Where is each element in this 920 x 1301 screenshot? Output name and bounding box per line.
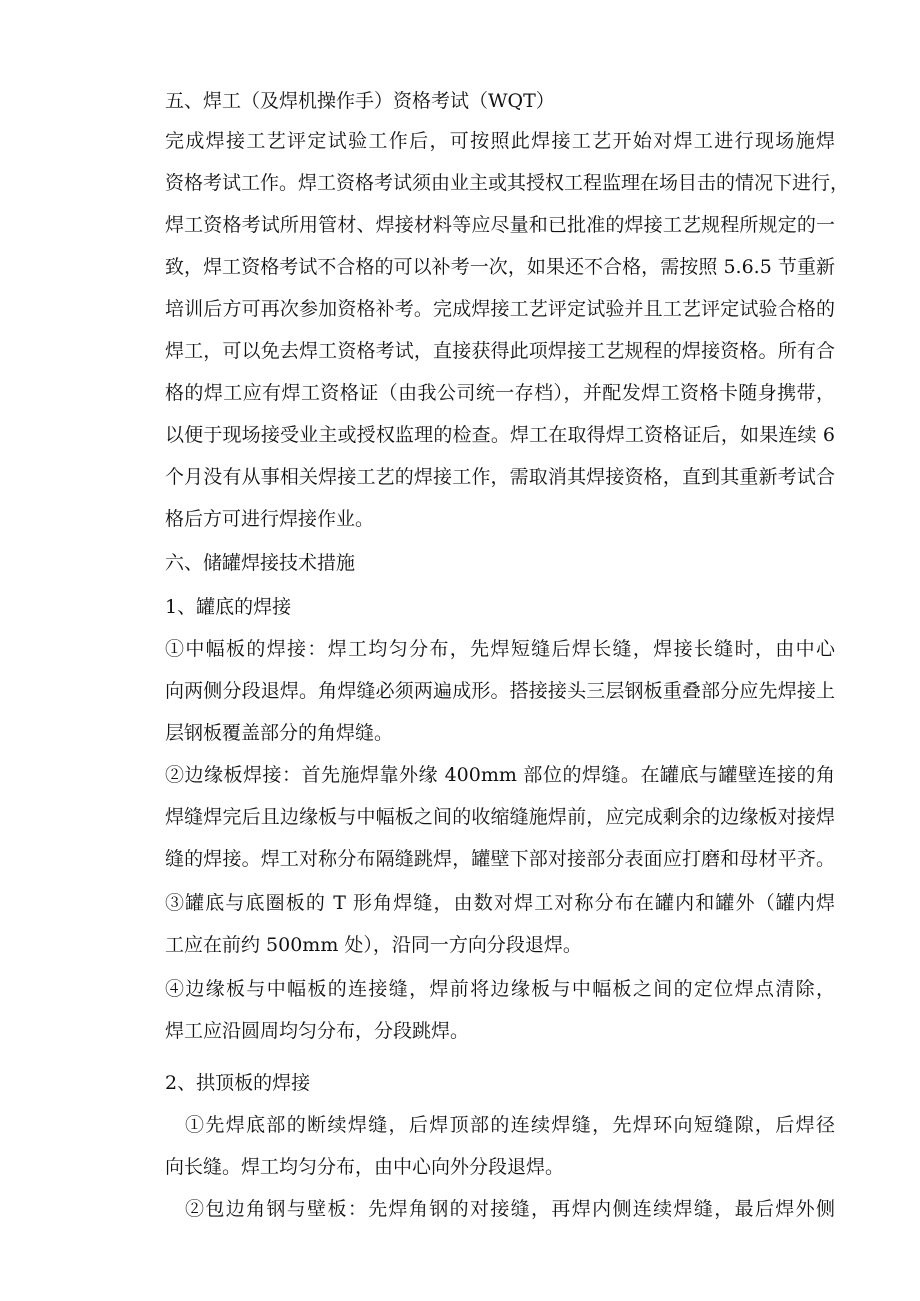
paragraph-line: 培训后方可再次参加资格补考。完成焊接工艺评定试验并且工艺评定试验合格的	[165, 298, 835, 320]
paragraph-line: 向两侧分段退焊。角焊缝必须两遍成形。搭接接头三层钢板重叠部分应先焊接上	[165, 680, 835, 702]
paragraph-line: 致，焊工资格考试不合格的可以补考一次，如果还不合格，需按照 5.6.5 节重新	[165, 256, 835, 278]
paragraph-line: ②包边角钢与壁板：先焊角钢的对接缝，再焊内侧连续焊缝，最后焊外侧	[185, 1198, 835, 1220]
paragraph-line: ②边缘板焊接：首先施焊靠外缘 400mm 部位的焊缝。在罐底与罐壁连接的角	[165, 764, 835, 786]
paragraph-line: 焊工，可以免去焊工资格考试，直接获得此项焊接工艺规程的焊接资格。所有合	[165, 340, 835, 362]
paragraph-line: 以便于现场接受业主或授权监理的检查。焊工在取得焊工资格证后，如果连续 6	[165, 424, 835, 446]
paragraph-line: 层钢板覆盖部分的角焊缝。	[165, 722, 394, 744]
paragraph-line: 焊工应沿圆周均匀分布，分段跳焊。	[165, 1020, 470, 1042]
paragraph-line: ①先焊底部的断续焊缝，后焊顶部的连续焊缝，先焊环向短缝隙，后焊径	[185, 1114, 835, 1136]
paragraph-line: 个月没有从事相关焊接工艺的焊接工作，需取消其焊接资格，直到其重新考试合	[165, 466, 835, 488]
subsection-heading-1: 1、罐底的焊接	[165, 596, 292, 618]
paragraph-line: ①中幅板的焊接：焊工均匀分布，先焊短缝后焊长缝，焊接长缝时，由中心	[165, 638, 835, 660]
paragraph-line: 资格考试工作。焊工资格考试须由业主或其授权工程监理在场目击的情况下进行，	[165, 172, 850, 194]
paragraph-line: 工应在前约 500mm 处），沿同一方向分段退焊。	[165, 934, 582, 956]
paragraph-line: 格后方可进行焊接作业。	[165, 508, 375, 530]
paragraph-line: 向长缝。焊工均匀分布，由中心向外分段退焊。	[165, 1156, 565, 1178]
paragraph-line: 焊工资格考试所用管材、焊接材料等应尽量和已批准的焊接工艺规程所规定的一	[165, 214, 835, 236]
paragraph-line: 格的焊工应有焊工资格证（由我公司统一存档），并配发焊工资格卡随身携带，	[165, 382, 835, 404]
paragraph-line: ④边缘板与中幅板的连接缝，焊前将边缘板与中幅板之间的定位焊点清除，	[165, 978, 835, 1000]
paragraph-line: 缝的焊接。焊工对称分布隔缝跳焊，罐壁下部对接部分表面应打磨和母材平齐。	[165, 848, 835, 870]
paragraph-line: ③罐底与底圈板的 T 形角焊缝，由数对焊工对称分布在罐内和罐外（罐内焊	[165, 892, 835, 914]
paragraph-line: 完成焊接工艺评定试验工作后，可按照此焊接工艺开始对焊工进行现场施焊	[165, 130, 835, 152]
paragraph-line: 焊缝焊完后且边缘板与中幅板之间的收缩缝施焊前，应完成剩余的边缘板对接焊	[165, 806, 835, 828]
subsection-heading-2: 2、拱顶板的焊接	[165, 1072, 311, 1094]
section-heading-6: 六、储罐焊接技术措施	[165, 552, 356, 574]
section-heading-5: 五、焊工（及焊机操作手）资格考试（WQT）	[165, 90, 555, 112]
